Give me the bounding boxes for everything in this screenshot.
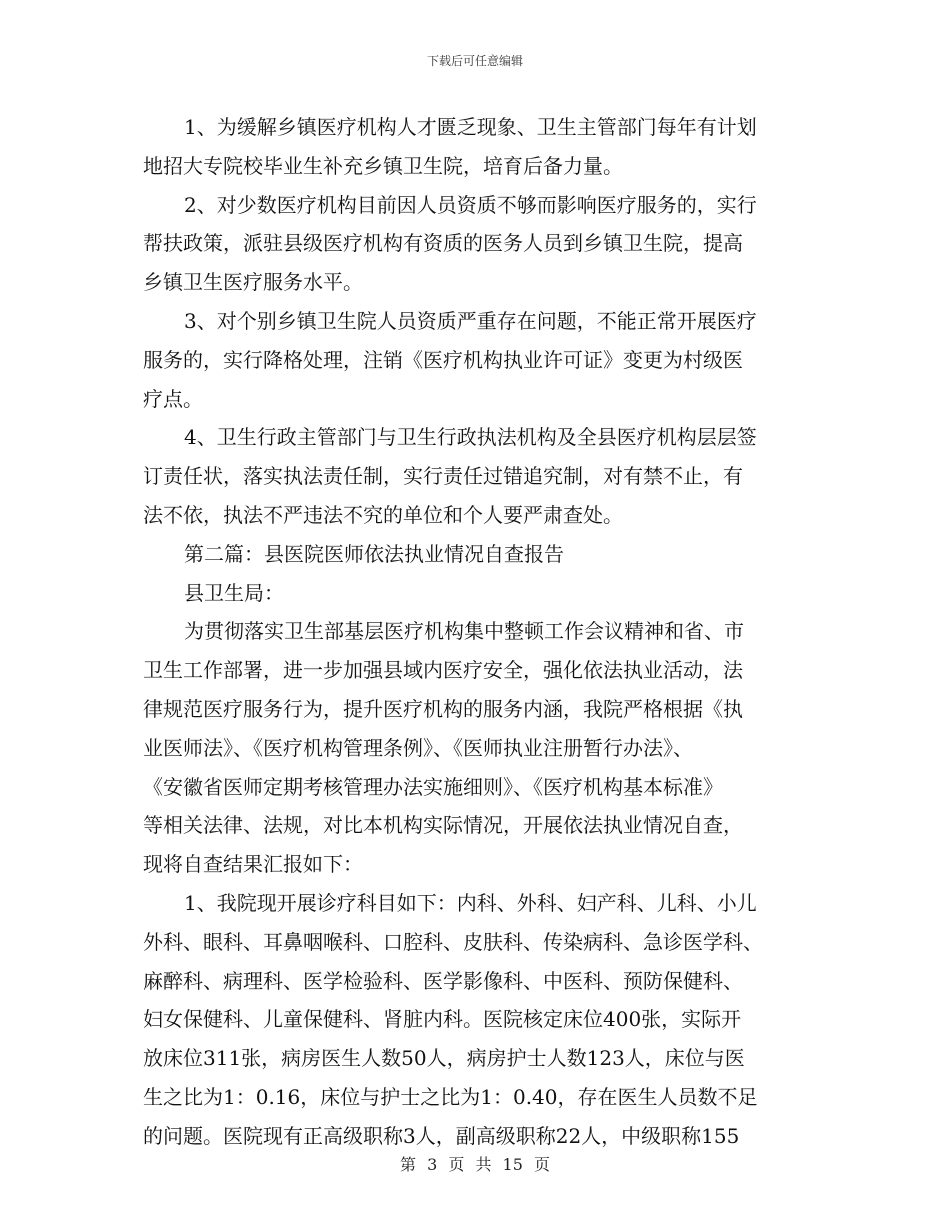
text-line: 的问题。医院现有正高级职称3人，副高级职称22人，中级职称155 <box>143 1123 740 1148</box>
text-line: 1、为缓解乡镇医疗机构人才匮乏现象、卫生主管部门每年有计划 <box>184 115 757 139</box>
text-line: 4、卫生行政主管部门与卫生行政执法机构及全县医疗机构层层签 <box>184 425 757 450</box>
text-line: 乡镇卫生医疗服务水平。 <box>143 270 363 295</box>
text-line: 妇女保健科、儿童保健科、肾脏内科。医院核定床位400张，实际开 <box>143 1007 742 1032</box>
text-line: 第二篇：县医院医师依法执业情况自查报告 <box>184 541 564 566</box>
text-line: 麻醉科、病理科、医学检验科、医学影像科、中医科、预防保健科、 <box>143 968 743 993</box>
text-line: 律规范医疗服务行为，提升医疗机构的服务内涵，我院严格根据《执 <box>143 696 743 721</box>
text-line: 疗点。 <box>143 386 203 411</box>
text-line: 帮扶政策，派驻县级医疗机构有资质的医务人员到乡镇卫生院，提高 <box>143 231 743 256</box>
text-line: 现将自查结果汇报如下： <box>143 852 363 877</box>
text-line: 订责任状，落实执法责任制，实行责任过错追究制，对有禁不止，有 <box>143 464 743 489</box>
text-line: 外科、眼科、耳鼻咽喉科、口腔科、皮肤科、传染病科、急诊医学科、 <box>143 929 763 954</box>
document-body <box>143 108 810 1156</box>
text-line: 等相关法律、法规，对比本机构实际情况，开展依法执业情况自查， <box>143 813 743 838</box>
text-line: 法不依，执法不严违法不究的单位和个人要严肃查处。 <box>143 502 623 527</box>
text-line: 地招大专院校毕业生补充乡镇卫生院，培育后备力量。 <box>143 153 623 178</box>
page-header: 下载后可任意编辑 <box>426 54 523 68</box>
text-line: 服务的，实行降格处理，注销《医疗机构执业许可证》变更为村级医 <box>143 347 743 372</box>
text-line: 1、我院现开展诊疗科目如下：内科、外科、妇产科、儿科、小儿 <box>184 890 757 915</box>
text-line: 3、对个别乡镇卫生院人员资质严重存在问题，不能正常开展医疗 <box>184 308 757 333</box>
text-line: 卫生工作部署，进一步加强县域内医疗安全，强化依法执业活动，法 <box>143 658 743 683</box>
text-line: 《安徽省医师定期考核管理办法实施细则》、《医疗机构基本标准》 <box>143 774 723 799</box>
text-line: 业医师法》、《医疗机构管理条例》、《医师执业注册暂行办法》、 <box>143 735 693 760</box>
text-line: 生之比为1：0.16，床位与护士之比为1：0.40，存在医生人员数不足 <box>143 1084 758 1109</box>
text-line: 为贯彻落实卫生部基层医疗机构集中整顿工作会议精神和省、市 <box>184 619 744 644</box>
text-line: 2、对少数医疗机构目前因人员资质不够而影响医疗服务的，实行 <box>184 192 757 217</box>
text-line: 放床位311张，病房医生人数50人，病房护士人数123人，床位与医 <box>143 1046 745 1071</box>
page-footer: 第 3 页 共 15 页 <box>400 1155 550 1174</box>
text-line: 县卫生局： <box>184 580 284 605</box>
